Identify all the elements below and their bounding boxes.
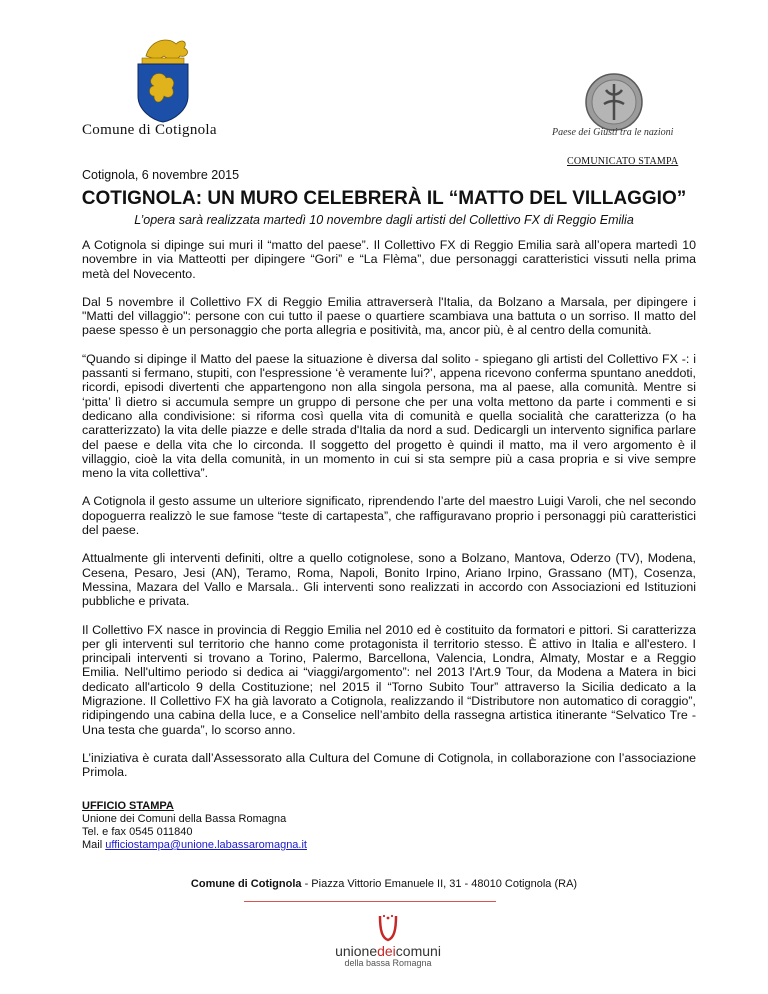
comune-name: Comune di Cotignola: [82, 122, 217, 138]
unione-logo-text: unionedeicomuni: [335, 943, 441, 959]
unione-logo-icon: [318, 912, 458, 982]
paragraph: Attualmente gli interventi definiti, oltre a quello cotignolese, sono a Bolzano, Mantova, Oderzo (TV), Modena, Cesena, Pesaro, Jesi (AN), Teramo, Roma, Napoli, Bonito Irpino, Ariano Irpino, Grassano (MT), Cosenza, Messina, Mazara del Vallo e Marsala.. Gli interventi sono realizzati in accordo con Associazioni ed Istituzioni pubbliche e privata.: [82, 551, 696, 609]
unione-mark-icon: [368, 912, 408, 944]
unione-logo-subtitle: della bassa Romagna: [344, 958, 432, 968]
medal-caption: Paese dei Giusti tra le nazioni: [552, 127, 674, 138]
article-subtitle: L’opera sarà realizzata martedì 10 novembre dagli artisti del Collettivo FX di Reggio Emilia: [134, 213, 634, 227]
press-office-tel: Tel. e fax 0545 011840: [82, 826, 193, 838]
press-office-mail-row: [82, 839, 307, 852]
mail-label: Mail: [82, 839, 106, 851]
footer-address: [0, 878, 768, 890]
footer-address-text: - Piazza Vittorio Emanuele II, 31 - 48010 Cotignola (RA): [301, 878, 578, 890]
press-office: [82, 800, 307, 852]
footer-comune: Comune di Cotignola: [190, 878, 302, 890]
article-title: COTIGNOLA: UN MURO CELEBRERÀ IL “MATTO DEL VILLAGGIO”: [81, 188, 687, 209]
paragraph: Dal 5 novembre il Collettivo FX di Reggio Emilia attraverserà l'Italia, da Bolzano a Marsala, per dipingere i "Matti del villaggio": persone con cui tutto il paese o quartiere scambiava una battuta o un sorriso. Il matto del paese spesso è un personaggio che porta allegria e positività, ma, ancor più, è al centro della comunità.: [82, 294, 696, 338]
footer-divider: [244, 901, 496, 902]
article-body: [82, 238, 696, 794]
cotignola-crest-icon: [128, 34, 198, 124]
paragraph: “Quando si dipinge il Matto del paese la situazione è diversa dal solito - spiegano gli artisti del Collettivo FX -: i passanti si fermano, stupiti, con l'espressione ‘è veramente lui?’, appena ricevono conferma spuntano aneddoti, ricordi, episodi divertenti che appartengono non alla singola persona, ma al paese, alla comunità. Mentre si ‘pitta’ lì dietro si accumula sempre un gruppo di persone che per una volta mettono da parte i commenti e si dedicano alla condivisione: si riforma così quella vita di comunità e quella socialità che caratterizza (o ha caratterizzato) la vita delle piazze e delle strada d'Italia da nord a sud. Dedicargli un intervento significa parlare del paese e della vita che lo circonda. Il soggetto del progetto è quindi il matto, ma il vero argomento è il villaggio, cioè la vita della comunità, in un momento in cui si sta sempre più a casa propria e si vive sempre meno la vita collettiva”.: [82, 351, 696, 481]
paragraph: A Cotignola si dipinge sui muri il “matto del paese”. Il Collettivo FX di Reggio Emilia sarà all’opera martedì 10 novembre in via Matteotti per dipingere “Gori” e “La Flèma”, due personaggi caratteristici vissuti nella prima metà del Novecento.: [82, 238, 696, 281]
paragraph: L’iniziativa è curata dall’Assessorato alla Cultura del Comune di Cotignola, in collaborazione con l’associazione Primola.: [82, 750, 696, 780]
press-office-org: Unione dei Comuni della Bassa Romagna: [82, 813, 287, 825]
press-office-email-link[interactable]: ufficiostampa@unione.labassaromagna.it: [105, 839, 307, 851]
comunicato-label: COMUNICATO STAMPA: [567, 156, 679, 167]
paragraph: A Cotignola il gesto assume un ulteriore significato, riprendendo l’arte del maestro Luigi Varoli, che nel secondo dopoguerra realizzò le sue famose “teste di cartapesta”, che raffiguravano proprio i personaggi più caratteristici del paese.: [82, 494, 696, 538]
press-office-heading: UFFICIO STAMPA: [82, 800, 174, 812]
giusti-medal-icon: [584, 72, 644, 132]
dateline: Cotignola, 6 novembre 2015: [82, 168, 240, 182]
paragraph: Il Collettivo FX nasce in provincia di Reggio Emilia nel 2010 ed è costituito da formatori e pittori. Si caratterizza per gli interventi sul territorio che hanno come protagonista il territorio stesso. È attivo in Italia e all'estero. I principali interventi si trovano a Torino, Palermo, Barcellona, Valencia, Londra, Almaty, Mostar e a Reggio Emilia. Nell'ultimo periodo si dedica ai “viaggi/argomento”: nel 2013 l'Art.9 Tour, da Modena a Matera in bici dedicato all'articolo 9 della Costituzione; nel 2015 il “Torno Subito Tour” attraverso la Sicilia dedicato a la Migrazione. Il Collettivo FX ha già lavorato a Cotignola, realizzando il “Distributore non automatico di coraggio”, ridipingendo una cabina della luce, e a Conselice nell’ambito della rassegna artistica itinerante “Selvatico Tre - Una testa che guarda”, lo scorso anno.: [82, 622, 696, 737]
